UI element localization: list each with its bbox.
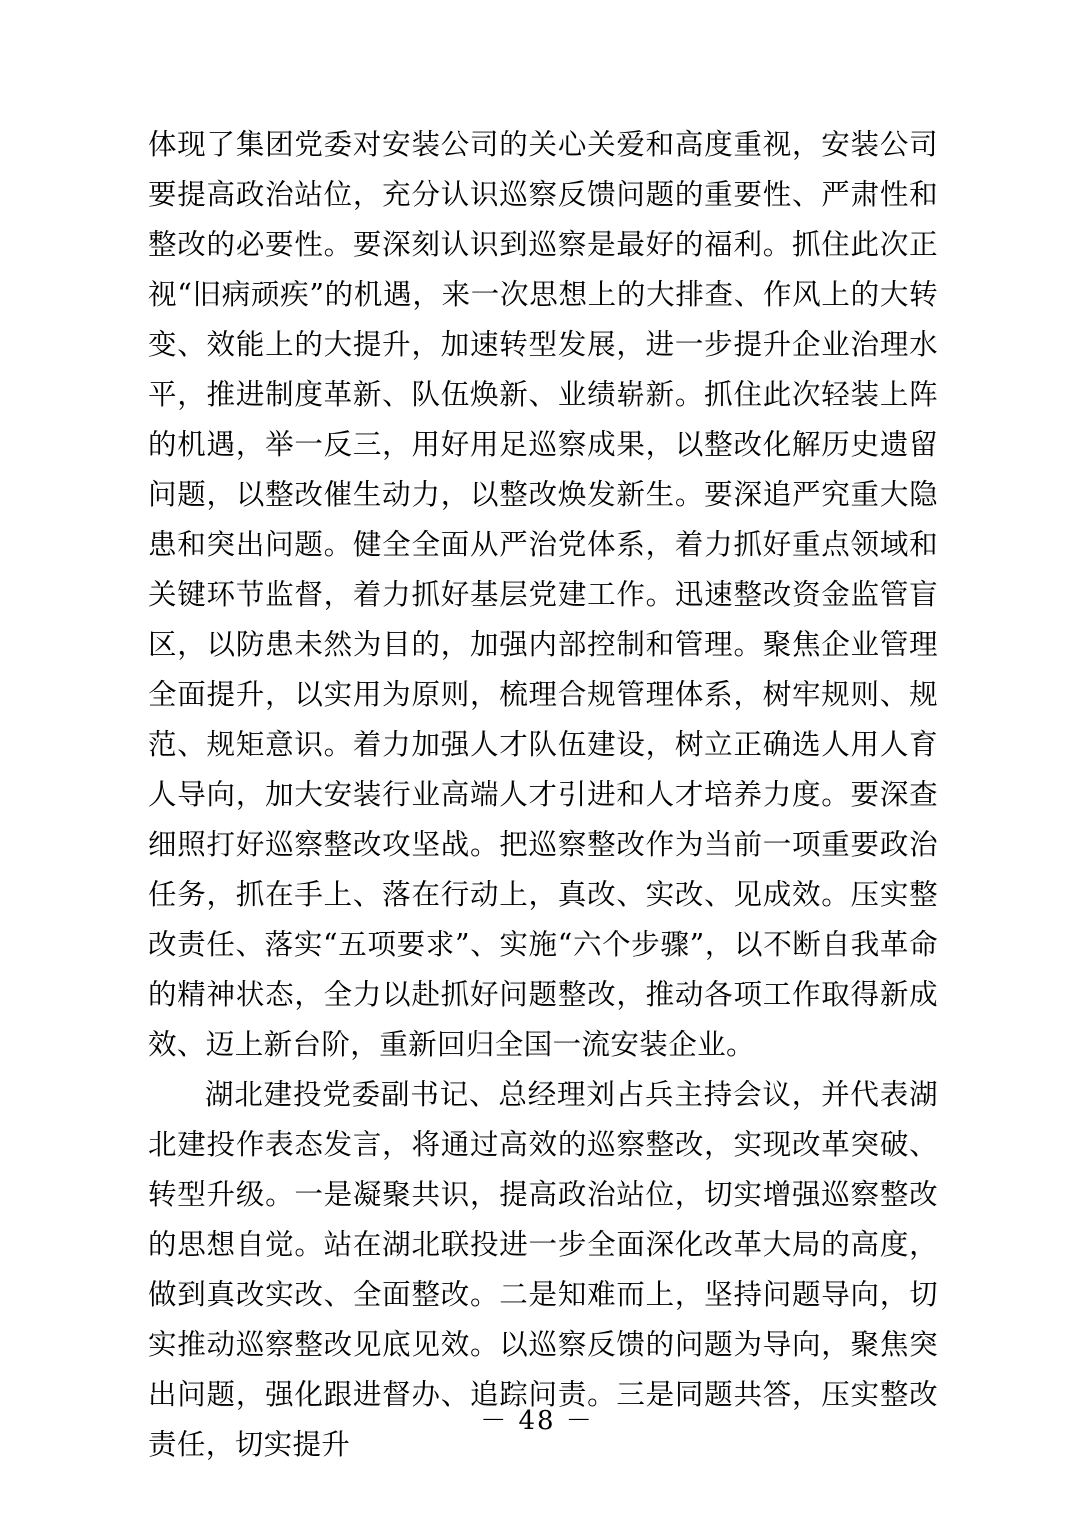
page-body <box>148 120 938 1470</box>
page-number: － 48 － <box>480 1406 594 1436</box>
body-paragraph-1: 体现了集团党委对安装公司的关心关爱和高度重视，安装公司要提高政治站位，充分认识巡察反馈问题的重要性、严肃性和整改的必要性。要深刻认识到巡察是最好的福利。抓住此次正视“旧病顽疾”的机遇，来一次思想上的大排查、作风上的大转变、效能上的大提升，加速转型发展，进一步提升企业治理水平，推进制度革新、队伍焕新、业绩崭新。抓住此次轻装上阵的机遇，举一反三，用好用足巡察成果，以整改化解历史遗留问题，以整改催生动力，以整改焕发新生。要深追严究重大隐患和突出问题。健全全面从严治党体系，着力抓好重点领域和关键环节监督，着力抓好基层党建工作。迅速整改资金监管盲区，以防患未然为目的，加强内部控制和管理。聚焦企业管理全面提升，以实用为原则，梳理合规管理体系，树牢规则、规范、规矩意识。着力加强人才队伍建设，树立正确选人用人育人导向，加大安装行业高端人才引进和人才培养力度。要深查细照打好巡察整改攻坚战。把巡察整改作为当前一项重要政治任务，抓在手上、落在行动上，真改、实改、见成效。压实整改责任、落实“五项要求”、实施“六个步骤”，以不断自我革命的精神状态，全力以赴抓好问题整改，推动各项工作取得新成效、迈上新台阶，重新回归全国一流安装企业。 <box>148 128 938 1061</box>
body-paragraph-2: 湖北建投党委副书记、总经理刘占兵主持会议，并代表湖北建投作表态发言，将通过高效的巡察整改，实现改革突破、转型升级。一是凝聚共识，提高政治站位，切实增强巡察整改的思想自觉。站在湖北联投进一步全面深化改革大局的高度，做到真改实改、全面整改。二是知难而上，坚持问题导向，切实推动巡察整改见底见效。以巡察反馈的问题为导向，聚焦突出问题，强化跟进督办、追踪问责。三是同题共答，压实整改责任，切实提升 <box>148 1078 938 1461</box>
